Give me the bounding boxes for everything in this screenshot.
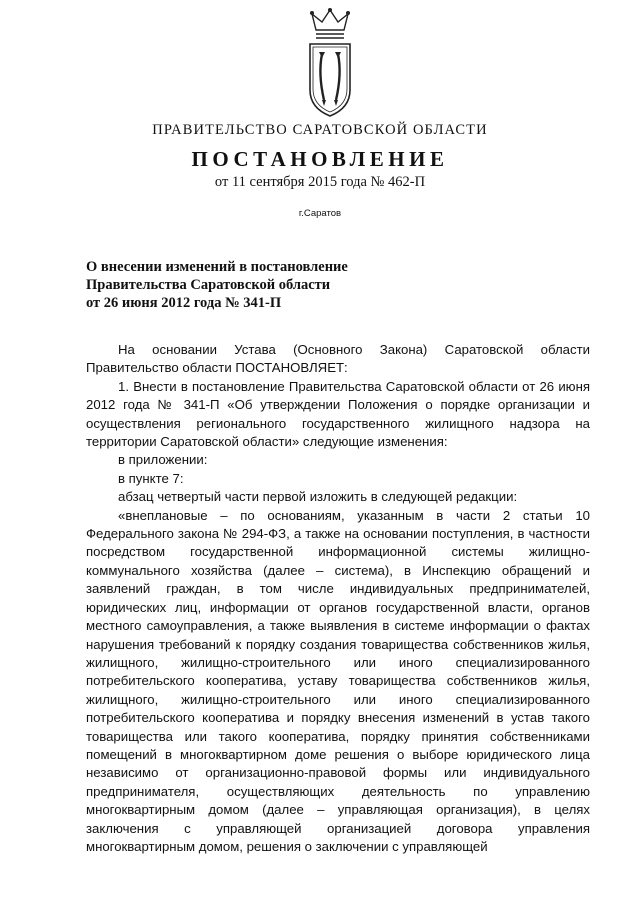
body-paragraph: На основании Устава (Основного Закона) Саратовской области Правительство области ПОСТАНОВЛЯЕТ: xyxy=(86,342,590,376)
document-date-number: от 11 сентября 2015 года № 462-П xyxy=(214,174,426,190)
body-paragraph: «внеплановые – по основаниям, указанным в части 2 статьи 10 Федерального закона № 294-ФЗ, а также на основании поступления, в частности посредством государственной информационной системы жилищно-коммунального хозяйства (далее – система), в Инспекцию обращений и заявлений граждан, в том числе индивидуальных предпринимателей, юридических лиц, информации от органов государственной власти, органов местного самоуправления, а также выявления в системе информации о фактах нарушения требований к порядку создания товарищества собственников жилья, жилищного, жилищно-строительного или иного специализированного потребительского кооператива, уставу товарищества собственников жилья, жилищного, жилищно-строительного или иного специализированного потребительского кооператива и порядку внесения изменений в устав такого товарищества или такого кооператива, порядку принятия собственниками помещений в многоквартирном доме решения о выборе юридического лица независимо от организационно-правовой формы или индивидуального предпринимателя, осуществляющих деятельность по управлению многоквартирным домом (далее – управляющая организация), в целях заключения с управляющей организацией договора управления многоквартирным домом, решения о заключении с управляющей xyxy=(86,507,590,854)
document-body xyxy=(86,341,590,856)
document-type: ПОСТАНОВЛЕНИЕ xyxy=(191,147,449,171)
title-line: от 26 июня 2012 года № 341-П xyxy=(86,295,282,311)
government-name: ПРАВИТЕЛЬСТВО САРАТОВСКОЙ ОБЛАСТИ xyxy=(152,122,488,138)
body-paragraph: абзац четвертый части первой изложить в следующей редакции: xyxy=(118,489,518,505)
title-line: Правительства Саратовской области xyxy=(86,277,331,293)
body-paragraph: в приложении: xyxy=(118,452,208,468)
issue-city: г.Саратов xyxy=(298,208,342,219)
title-line: О внесении изменений в постановление xyxy=(86,259,348,275)
body-paragraph: в пункте 7: xyxy=(118,470,184,486)
document-title xyxy=(86,258,446,312)
body-paragraph: 1. Внести в постановление Правительства Саратовской области от 26 июня 2012 года № 341-П «Об утверждении Положения о порядке организации и осуществления регионального государственного жилищного надзора на территории Саратовской области» следующие изменения: xyxy=(86,378,590,450)
saratov-coat-of-arms-icon xyxy=(302,8,358,120)
